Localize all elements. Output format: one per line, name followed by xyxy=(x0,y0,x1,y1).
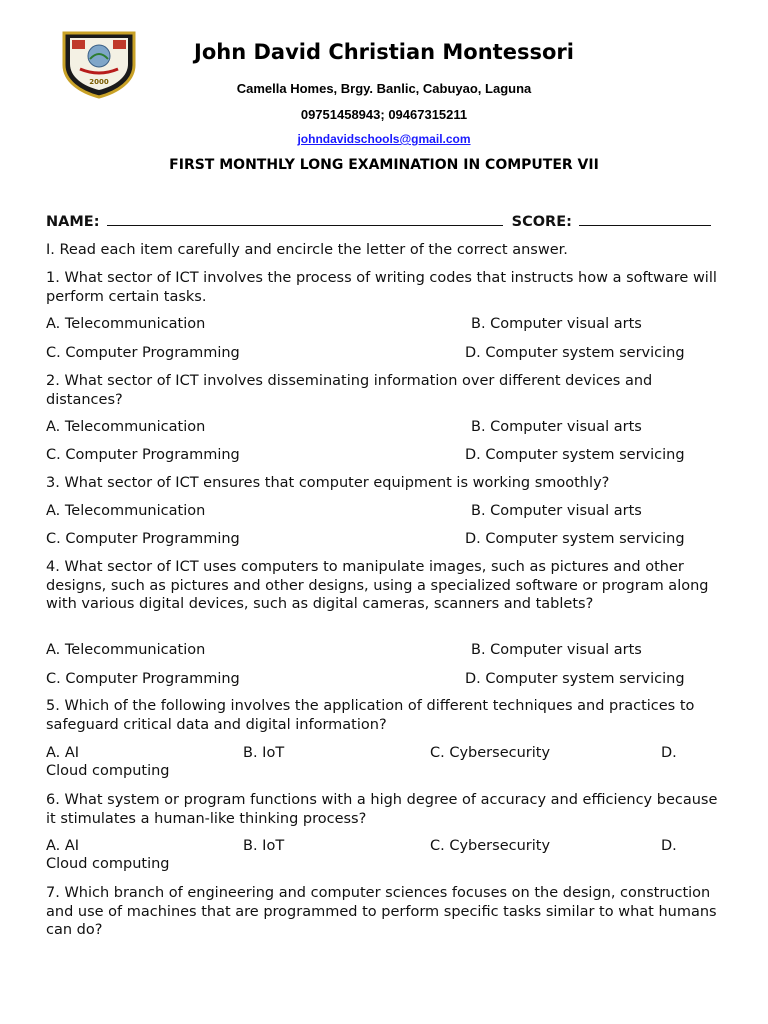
instructions: I. Read each item carefully and encircle the letter of the correct answer. xyxy=(46,242,568,258)
q5-option-a[interactable]: A. AI xyxy=(46,745,80,761)
score-field[interactable] xyxy=(579,213,711,226)
q6-option-d[interactable]: D. xyxy=(661,838,677,854)
q6-option-a[interactable]: A. AI xyxy=(46,838,80,854)
school-name: John David Christian Montessori xyxy=(194,40,574,64)
q6-option-b[interactable]: B. IoT xyxy=(243,838,285,854)
exam-title: FIRST MONTHLY LONG EXAMINATION IN COMPUTER VII xyxy=(169,157,599,173)
school-address: Camella Homes, Brgy. Banlic, Cabuyao, Laguna xyxy=(236,81,532,96)
q5-option-d-text[interactable]: Cloud computing xyxy=(46,763,170,779)
question-4-text: 4. What sector of ICT uses computers to manipulate images, such as pictures and other designs, such as pictures and other designs, using a specialized software or program along with various digital devices, such as digital cameras, scanners and tablets? xyxy=(46,559,709,612)
q4-option-d[interactable]: D. Computer system servicing xyxy=(465,671,685,687)
name-score-line xyxy=(46,213,726,230)
question-3-text: 3. What sector of ICT ensures that computer equipment is working smoothly? xyxy=(46,475,610,491)
q2-option-a[interactable]: A. Telecommunication xyxy=(46,419,206,435)
school-logo xyxy=(56,29,142,99)
q2-option-c[interactable]: C. Computer Programming xyxy=(46,447,240,463)
q6-option-c[interactable]: C. Cybersecurity xyxy=(430,838,551,854)
question-7-text: 7. Which branch of engineering and computer sciences focuses on the design, construction and use of machines that are programmed to perform specific tasks similar to what humans can do? xyxy=(46,885,717,938)
q6-option-d-text[interactable]: Cloud computing xyxy=(46,856,170,872)
q3-option-b[interactable]: B. Computer visual arts xyxy=(471,503,642,519)
school-email-link[interactable]: johndavidschools@gmail.com xyxy=(297,132,471,146)
q5-option-b[interactable]: B. IoT xyxy=(243,745,285,761)
q4-option-b[interactable]: B. Computer visual arts xyxy=(471,642,642,658)
q5-option-d[interactable]: D. xyxy=(661,745,677,761)
q5-option-c[interactable]: C. Cybersecurity xyxy=(430,745,551,761)
q3-option-a[interactable]: A. Telecommunication xyxy=(46,503,206,519)
school-phone: 09751458943; 09467315211 xyxy=(300,107,468,122)
name-label: NAME: xyxy=(46,214,100,230)
q1-option-a[interactable]: A. Telecommunication xyxy=(46,316,206,332)
q1-option-c[interactable]: C. Computer Programming xyxy=(46,345,240,361)
q2-option-b[interactable]: B. Computer visual arts xyxy=(471,419,642,435)
q4-option-c[interactable]: C. Computer Programming xyxy=(46,671,240,687)
score-label: SCORE: xyxy=(511,214,572,230)
q2-option-d[interactable]: D. Computer system servicing xyxy=(465,447,685,463)
question-2-text: 2. What sector of ICT involves disseminating information over different devices and distances? xyxy=(46,373,653,408)
question-5-text: 5. Which of the following involves the application of different techniques and practices to safeguard critical data and digital information? xyxy=(46,698,695,733)
q3-option-c[interactable]: C. Computer Programming xyxy=(46,531,240,547)
question-1-text: 1. What sector of ICT involves the process of writing codes that instructs how a software will perform certain tasks. xyxy=(46,270,717,305)
q1-option-d[interactable]: D. Computer system servicing xyxy=(465,345,685,361)
logo-year: 2000 xyxy=(89,78,109,86)
q1-option-b[interactable]: B. Computer visual arts xyxy=(471,316,642,332)
q4-option-a[interactable]: A. Telecommunication xyxy=(46,642,206,658)
question-6-text: 6. What system or program functions with a high degree of accuracy and efficiency because it stimulates a human-like thinking process? xyxy=(46,792,718,827)
name-field[interactable] xyxy=(107,213,503,226)
q3-option-d[interactable]: D. Computer system servicing xyxy=(465,531,685,547)
